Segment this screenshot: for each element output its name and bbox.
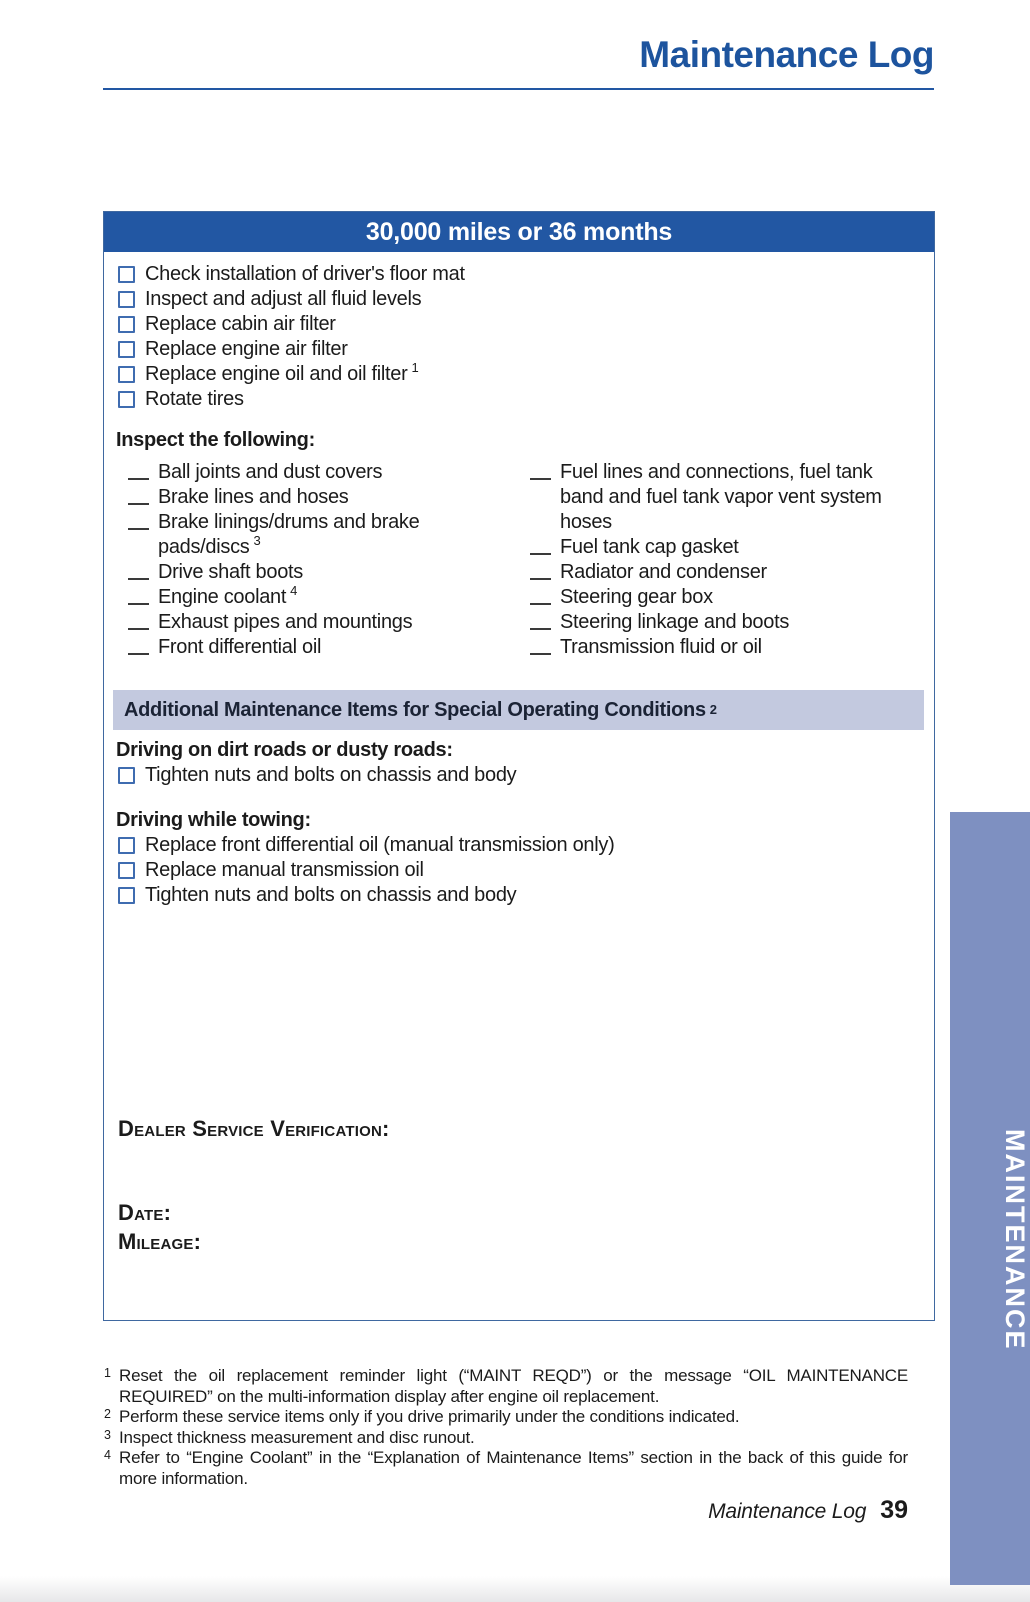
- blank-line[interactable]: [530, 553, 551, 555]
- page-footer: [104, 1496, 908, 1525]
- maintenance-card: [103, 211, 935, 1321]
- mileage-label: Mileage:: [118, 1229, 202, 1254]
- checklist-item-label: Inspect and adjust all fluid levels: [145, 288, 422, 310]
- inspect-item: [128, 460, 530, 485]
- footnote-text: Perform these service items only if you drive primarily under the conditions indicated.: [119, 1407, 740, 1426]
- checkbox-icon[interactable]: [118, 862, 135, 879]
- checklist-item: [116, 312, 924, 337]
- section-heading: Driving on dirt roads or dusty roads:: [116, 739, 453, 761]
- checkbox-icon[interactable]: [118, 366, 135, 383]
- footnote-number: 4: [104, 1448, 111, 1462]
- special-item-label: Tighten nuts and bolts on chassis and body: [145, 764, 517, 786]
- blank-line[interactable]: [128, 528, 149, 530]
- footnote-number: 3: [104, 1427, 111, 1442]
- special-section: [116, 738, 924, 788]
- checkbox-icon[interactable]: [118, 767, 135, 784]
- special-conditions-banner-label: Additional Maintenance Items for Special Operating Conditions: [124, 698, 706, 721]
- interval-header: 30,000 miles or 36 months: [104, 212, 934, 252]
- page-title: Maintenance Log: [639, 34, 934, 75]
- inspect-item: [128, 610, 530, 635]
- maintenance-section-tab[interactable]: [950, 812, 1030, 1585]
- blank-line[interactable]: [128, 628, 149, 630]
- footnote: [103, 1448, 908, 1489]
- inspect-item-label: Fuel lines and connections, fuel tank band and fuel tank vapor vent system hoses: [560, 461, 882, 533]
- checklist-item-label: Replace engine air filter: [145, 338, 348, 360]
- inspect-item: [128, 585, 530, 610]
- inspect-item-label: Engine coolant $^4$: [158, 583, 298, 608]
- dealer-service-verification-label: Dealer Service Verification:: [118, 1116, 390, 1141]
- checklist-item-label: Replace engine oil and oil filter $^1$: [145, 360, 419, 385]
- inspect-item-label: Fuel tank cap gasket: [560, 536, 739, 558]
- checklist-item-label: Replace cabin air filter: [145, 313, 336, 335]
- inspect-item-label: Steering linkage and boots: [560, 611, 790, 633]
- special-item: [116, 763, 924, 788]
- date-label: Date:: [118, 1200, 172, 1225]
- footnote-text: Reset the oil replacement reminder light (“MAINT REQD”) or the message “OIL MAINTENANCE REQUIRED” on the multi-information display after engine oil replacement.: [119, 1366, 908, 1406]
- footnote-number: 2: [104, 1407, 111, 1421]
- inspect-item: [128, 485, 530, 510]
- checklist-item-label: Rotate tires: [145, 388, 244, 410]
- footnote-number: 1: [104, 1366, 111, 1380]
- footnote-ref: 1: [411, 360, 419, 376]
- checkbox-icon[interactable]: [118, 266, 135, 283]
- blank-line[interactable]: [128, 478, 149, 480]
- special-conditions-banner: Additional Maintenance Items for Special Operating Conditions 2: [113, 690, 924, 730]
- checkbox-icon[interactable]: [118, 391, 135, 408]
- inspect-item-label: Ball joints and dust covers: [158, 461, 383, 483]
- footnote-ref: 3: [253, 533, 261, 549]
- footnotes: [103, 1366, 908, 1489]
- footnote: [103, 1428, 908, 1449]
- blank-line[interactable]: [128, 578, 149, 580]
- blank-line[interactable]: [128, 653, 149, 655]
- footer-page-number: 39: [880, 1496, 908, 1524]
- blank-line[interactable]: [530, 653, 551, 655]
- blank-line[interactable]: [530, 478, 551, 480]
- checkbox-icon[interactable]: [118, 316, 135, 333]
- checkbox-icon[interactable]: [118, 341, 135, 358]
- special-item: [116, 883, 924, 908]
- blank-line[interactable]: [530, 603, 551, 605]
- blank-line[interactable]: [530, 578, 551, 580]
- inspect-item-label: Brake linings/drums and brake pads/discs $^3$: [158, 511, 420, 558]
- special-item-label: Replace front differential oil (manual transmission only): [145, 834, 615, 856]
- inspect-item: [530, 460, 926, 535]
- inspect-item: [530, 535, 926, 560]
- checklist-item: [116, 262, 924, 287]
- blank-line[interactable]: [128, 603, 149, 605]
- inspect-item: [128, 635, 530, 660]
- section-heading: Driving while towing:: [116, 809, 311, 831]
- checkbox-icon[interactable]: [118, 837, 135, 854]
- inspect-item: [530, 635, 926, 660]
- checklist-item: [116, 337, 924, 362]
- special-item: [116, 833, 924, 858]
- footer-title: Maintenance Log: [708, 1500, 867, 1523]
- inspect-item-label: Transmission fluid or oil: [560, 636, 762, 658]
- inspect-heading: Inspect the following:: [116, 429, 315, 451]
- special-item-label: Tighten nuts and bolts on chassis and body: [145, 884, 517, 906]
- inspect-columns: [128, 460, 926, 660]
- inspect-item-label: Radiator and condenser: [560, 561, 767, 583]
- special-section: [116, 808, 924, 908]
- footnote-ref: 4: [290, 583, 298, 599]
- inspect-item-label: Steering gear box: [560, 586, 713, 608]
- checkbox-icon[interactable]: [118, 291, 135, 308]
- inspect-item-label: Exhaust pipes and mountings: [158, 611, 413, 633]
- inspect-item: [128, 560, 530, 585]
- blank-line[interactable]: [128, 503, 149, 505]
- checklist-item: [116, 362, 924, 387]
- footnote-text: Inspect thickness measurement and disc runout.: [119, 1427, 475, 1447]
- title-rule: [103, 88, 934, 90]
- inspect-item: [530, 585, 926, 610]
- inspect-column-right: [530, 460, 926, 660]
- special-item-label: Replace manual transmission oil: [145, 859, 424, 881]
- footnote: [103, 1366, 908, 1407]
- blank-line[interactable]: [530, 628, 551, 630]
- inspect-column-left: [128, 460, 530, 660]
- footnote: [103, 1407, 908, 1428]
- special-item: [116, 858, 924, 883]
- checklist-item: [116, 287, 924, 312]
- inspect-item-label: Front differential oil: [158, 636, 322, 658]
- inspect-item: [530, 610, 926, 635]
- maintenance-section-tab-label: MAINTENANCE: [1000, 1129, 1030, 1351]
- checkbox-icon[interactable]: [118, 887, 135, 904]
- checklist-item: [116, 387, 924, 412]
- inspect-item-label: Brake lines and hoses: [158, 486, 349, 508]
- footnote-text: Refer to “Engine Coolant” in the “Explanation of Maintenance Items” section in the back of this guide for more information.: [119, 1448, 908, 1488]
- inspect-item-label: Drive shaft boots: [158, 561, 303, 583]
- inspect-item: [128, 510, 530, 560]
- inspect-item: [530, 560, 926, 585]
- checklist-item-label: Check installation of driver's floor mat: [145, 263, 465, 285]
- top-checklist: [116, 262, 924, 412]
